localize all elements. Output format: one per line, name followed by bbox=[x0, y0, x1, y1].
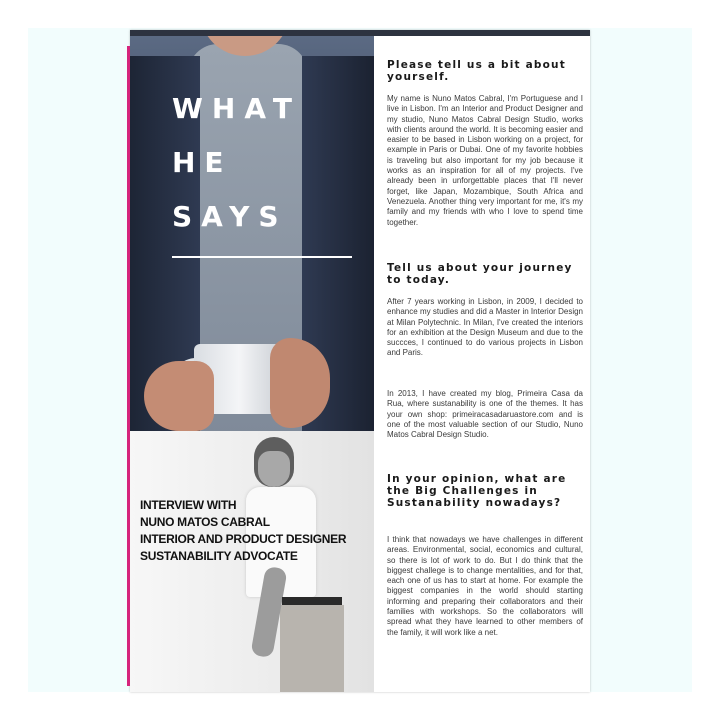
answer-paragraph: In 2013, I have created my blog, Primeira Casa da Rua, where sustanability is one of the themes. It has your own shop: primeiracasadaruastore.com and is one of the most valuable section of our Studio, Nuno Matos Cabral Design Studio. bbox=[387, 389, 583, 440]
question-heading: Tell us about your journey to today. bbox=[387, 262, 573, 286]
caption-line: INTERIOR AND PRODUCT DESIGNER bbox=[140, 532, 347, 546]
hero-title-underline bbox=[172, 256, 352, 258]
answer-paragraph: I think that nowadays we have challenges in different areas. Environmental, social, economics and cultural, so there is lot of work to do. But I do think that the biggest challege is to change mentalities, and for that, each one of us has to start at home. For example the biggest companies in the world should starting informing and preparing their collaborators and their families with workshops. So the collaborators will spread what they have learned to other members of the family, it will work like a net. bbox=[387, 535, 583, 637]
interview-caption bbox=[140, 497, 372, 565]
hero-title-word: HE bbox=[172, 146, 233, 179]
question-heading: Please tell us a bit about yourself. bbox=[387, 59, 566, 83]
portrait-belt bbox=[282, 597, 342, 605]
hero-photo bbox=[130, 36, 374, 431]
hero-title-word: WHAT bbox=[172, 92, 301, 125]
hero-title-word: SAYS bbox=[172, 200, 288, 233]
magazine-page bbox=[130, 30, 590, 692]
caption-line: NUNO MATOS CABRAL bbox=[140, 515, 270, 529]
caption-line: SUSTANABILITY ADVOCATE bbox=[140, 549, 298, 563]
question-heading: In your opinion, what are the Big Challenges in Sustanability nowadays? bbox=[387, 473, 567, 509]
portrait-photo bbox=[130, 431, 374, 692]
photo-hand-left bbox=[144, 361, 214, 431]
answer-paragraph: After 7 years working in Lisbon, in 2009, I decided to enhance my studies and did a Master in Interior Design at Milan Polytechnic. In Milan, I've created the interiors for an exhibition at the Design Museum and due to the succces, I continued to do various projects in Lisbon and Paris. bbox=[387, 297, 583, 358]
portrait-legs bbox=[280, 605, 344, 692]
caption-line: INTERVIEW WITH bbox=[140, 498, 237, 512]
portrait-face bbox=[258, 451, 290, 487]
page-edge-accent bbox=[127, 46, 130, 686]
answer-paragraph: My name is Nuno Matos Cabral, I'm Portuguese and I live in Lisbon. I'm an Interior and Product Designer and my studio, Nuno Matos Cabral Design Studio, works with clients around the world. It is becoming easier and easier to be based in Lisbon working on a project, for example in Paris or Dubai. One of my favorite hobbies is traveling but also important for my job because it works as an inspiration for all of my projects. I've already been in unforgettable places that I'll never forget, like Japan, Mozambique, South Africa and Venezuela. Another thing very important for me, it's my family and my friends with who I love to spend time together. bbox=[387, 94, 583, 227]
